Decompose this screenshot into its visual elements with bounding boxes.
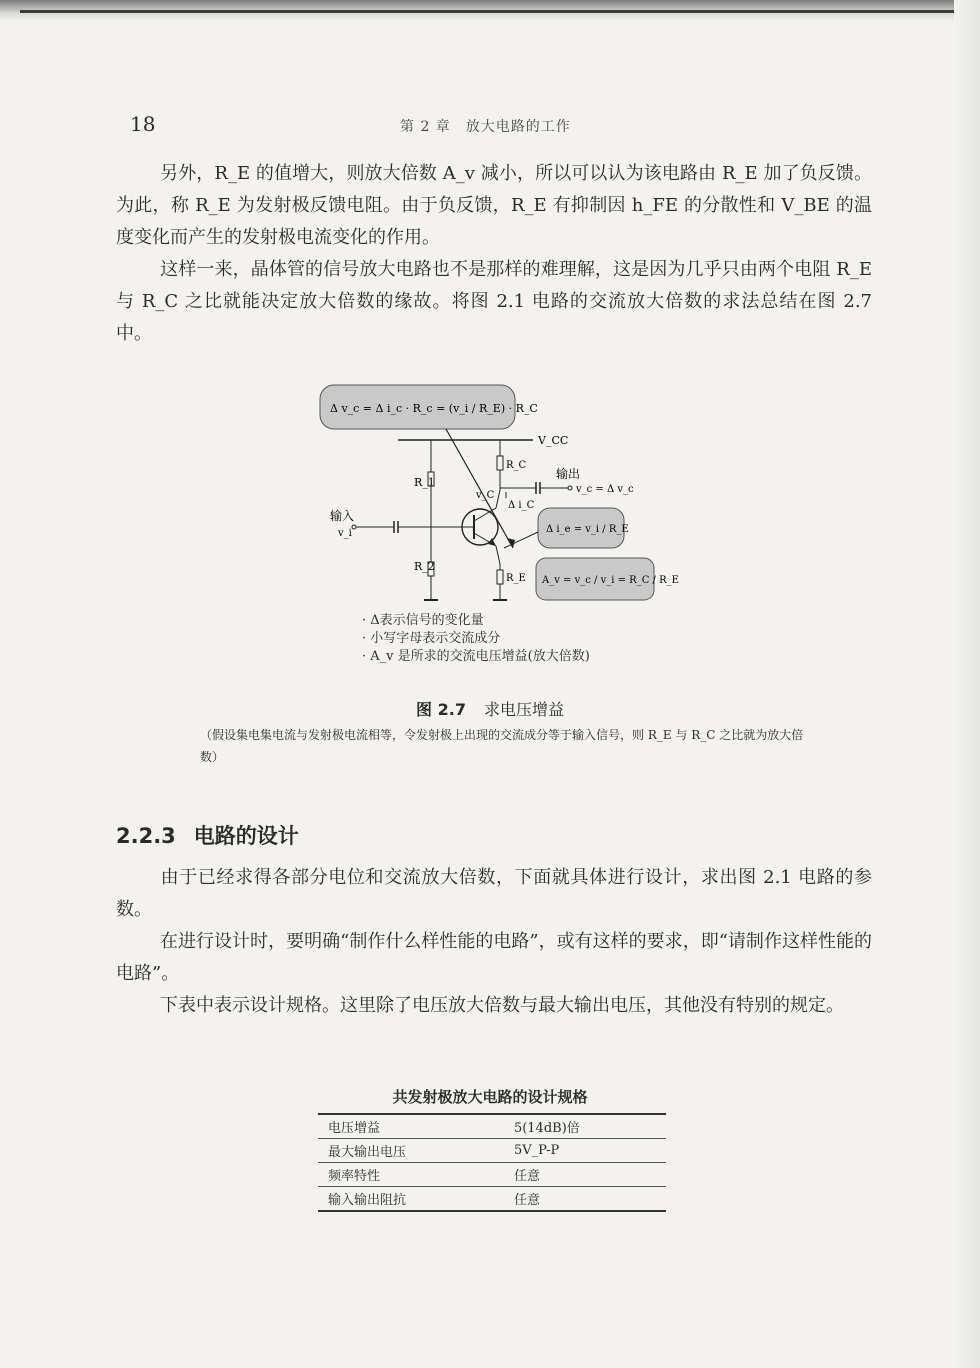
spec-item: 最大输出电压 <box>318 1139 494 1163</box>
figure-notes <box>362 612 590 666</box>
section-number: 2.2.3 <box>116 824 176 848</box>
input-label: 输入 <box>330 509 355 523</box>
vcc-label: V_CC <box>538 434 569 447</box>
r2-label: R_2 <box>414 560 435 573</box>
note-item: · 小写字母表示交流成分 <box>362 631 501 646</box>
resistor-re <box>497 570 503 584</box>
dic-label: Δ i_C <box>508 500 535 511</box>
paragraph-1: 另外，R_E 的值增大，则放大倍数 A_v 减小，所以可以认为该电路由 R_E 加了负反馈。为此，称 R_E 为发射极反馈电阻。由于负反馈，R_E 有抑制因 h_FE 的分散性和 V_BE 的温度变化而产生的发射极电流变化的作用。 <box>116 163 872 248</box>
transistor-symbol <box>462 508 498 546</box>
spec-item: 输入输出阻抗 <box>318 1187 494 1212</box>
paragraph-2: 这样一来，晶体管的信号放大电路也不是那样的难理解，这是因为几乎只由两个电阻 R_E 与 R_C 之比就能决定放大倍数的缘故。将图 2.1 电路的交流放大倍数的求法总结在图 2.7 中。 <box>116 259 872 344</box>
table-row <box>318 1139 666 1163</box>
formula-av-text: A_v = v_c / v_i = R_C / R_E <box>542 575 679 586</box>
input-value: v_i <box>338 528 352 539</box>
spec-table <box>318 1113 666 1212</box>
resistor-rc <box>497 456 503 470</box>
formula-bubble-ie <box>504 508 629 548</box>
section-heading <box>116 820 299 850</box>
formula-bubble-av <box>536 558 679 600</box>
figure-title: 求电压增益 <box>483 700 564 719</box>
spec-value: 5(14dB)倍 <box>494 1114 666 1139</box>
table-row <box>318 1114 666 1139</box>
section-title: 电路的设计 <box>193 824 299 848</box>
section-paragraph-3: 下表中表示设计规格。这里除了电压放大倍数与最大输出电压，其他没有特别的规定。 <box>160 995 844 1016</box>
output-value: v_c = Δ v_c <box>576 484 634 495</box>
spec-item: 频率特性 <box>318 1163 494 1187</box>
note-item: · A_v 是所求的交流电压增益(放大倍数) <box>362 649 590 664</box>
figure-caption <box>0 697 980 720</box>
spec-value: 任意 <box>494 1187 666 1212</box>
spec-item: 电压增益 <box>318 1114 494 1139</box>
spec-value: 5V_P-P <box>494 1139 666 1163</box>
formula-ie-text: Δ i_e = v_i / R_E <box>546 524 629 535</box>
rc-label: R_C <box>506 460 527 471</box>
vc-label: v_C <box>476 490 495 501</box>
figure-number: 图 2.7 <box>416 700 466 719</box>
output-label: 输出 <box>556 467 581 481</box>
table-row <box>318 1187 666 1212</box>
section-paragraph-2: 在进行设计时，要明确“制作什么样性能的电路”，或有这样的要求，即“请制作这样性能的电路”。 <box>116 931 872 984</box>
header-rule <box>20 10 960 13</box>
spec-value: 任意 <box>494 1163 666 1187</box>
spec-table-title: 共发射极放大电路的设计规格 <box>392 1088 588 1106</box>
r1-label: R_1 <box>414 476 435 489</box>
formula-top-text: Δ v_c = Δ i_c · R_c = (v_i / R_E) · R_C <box>330 402 538 415</box>
note-item: · Δ表示信号的变化量 <box>362 613 484 628</box>
page-number: 18 <box>130 112 156 136</box>
running-head: 第 2 章 放大电路的工作 <box>400 119 571 135</box>
re-label: R_E <box>506 573 526 584</box>
figure-caption-note: （假设集电集电流与发射极电流相等，令发射极上出现的交流成分等于输入信号，则 R_E 与 R_C 之比就为放大倍数） <box>200 728 804 764</box>
scan-right-shadow <box>954 0 980 1368</box>
table-row <box>318 1163 666 1187</box>
section-paragraph-1: 由于已经求得各部分电位和交流放大倍数，下面就具体进行设计，求出图 2.1 电路的参数。 <box>116 867 872 920</box>
